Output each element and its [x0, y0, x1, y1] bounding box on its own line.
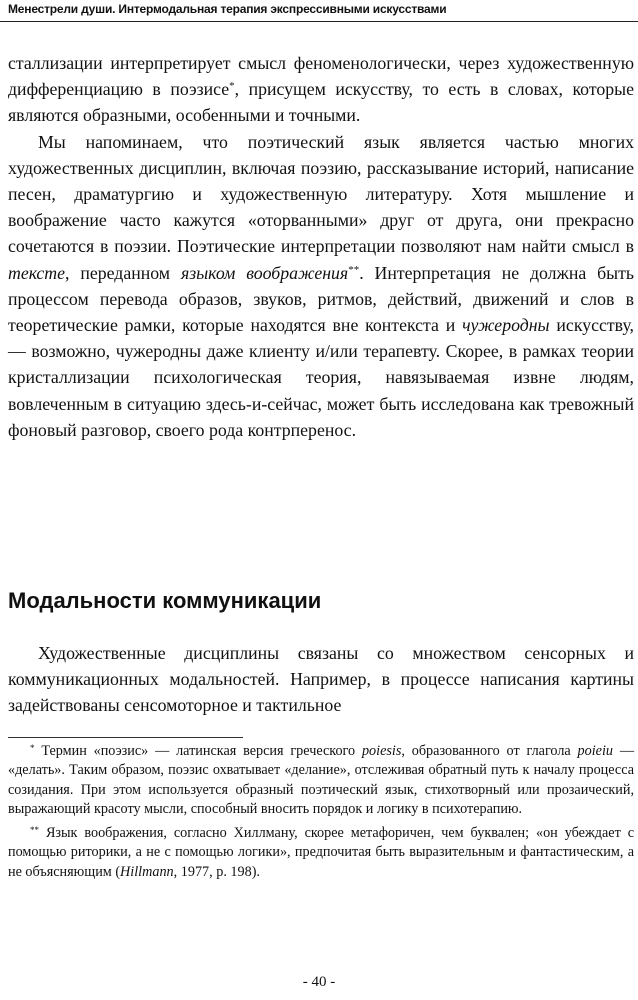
p2-text-3: . Интерпретация не должна быть процессом перевода образов, звуков, ритмов, действий, движений и слов в теоретические рамки, которые находятся вне контекста и: [8, 262, 635, 336]
footnote-marker-2: **: [348, 263, 360, 276]
footnote-rule: [8, 737, 243, 738]
running-head: Менестрели души. Интермодальная терапия экспрессивными искусствами: [8, 2, 447, 16]
p2-italic-1: тексте: [8, 262, 65, 283]
section-body: [8, 640, 634, 719]
p2-text-2: , переданном: [65, 262, 181, 283]
fn2-text-1: Язык воображения, согласно Хиллману, скорее метафоричен, чем буквален; «он убеждает с помощью риторики, а не с помощью логики», предпочитая быть выразительным и фантастическим, а не объясняющим (: [8, 825, 634, 880]
p2-italic-3: чужеродны: [462, 315, 550, 336]
fn1-text-1: Термин «поэзис» — латинская версия греческого: [34, 743, 362, 759]
footnote-1-marker: *: [30, 743, 35, 753]
section-paragraph: Художественные дисциплины связаны со множеством сенсорных и коммуникационных модальностей. Например, в процессе написания картины задействованы сенсомоторное и тактильное: [8, 643, 634, 716]
p1-text-2: , присущем искусству, то есть в словах, которые являются образными, особенными и точными.: [8, 79, 634, 126]
p2-text-1: Мы напоминаем, что поэтический язык является частью многих художественных дисциплин, включая поэзию, рассказывание историй, написание песен, драматургию и художественную литературу. Хотя мышление и воображение часто кажутся «оторванными» друг от друга, они прекрасно сочетаются в поэзии. Поэтические интерпретации позволяют нам найти смысл в: [8, 131, 634, 257]
fn2-italic-1: Hillmann: [120, 863, 174, 880]
fn1-text-2: , образованного от глагола: [401, 743, 578, 759]
paragraph-2: [8, 129, 634, 443]
p1-text-1: сталлизации интерпретирует смысл феноменологически, через художественную дифференциацию в поэзисе: [8, 53, 634, 100]
footnote-2: [8, 824, 634, 882]
body-text: [8, 50, 634, 443]
paragraph-1: [8, 50, 634, 129]
p2-text-4: искусству, — возможно, чужеродны даже клиенту и/или терапевту. Скорее, в рамках теории кристаллизации психологическая теория, навязываемая извне людям, вовлеченным в ситуацию здесь-и-сейчас, может быть исследована как тревожный фоновый разговор, своего рода контрперенос.: [8, 315, 635, 440]
section-heading: Модальности коммуникации: [8, 588, 322, 613]
fn1-italic-2: poieiu: [577, 743, 613, 759]
fn1-text-3: — «делать». Таким образом, поэзис охватывает «делание», отслеживая обратный путь к началу процесса созидания. При этом используется образный поэтический язык, стихотворный или прозаический, выражающий красоту мысли, способный вносить порядок и логику в психотерапию.: [8, 743, 635, 817]
p2-italic-2: языком воображения: [180, 262, 349, 283]
footnote-marker-1: *: [229, 80, 235, 93]
footnotes: [8, 742, 634, 882]
fn1-italic-1: poiesis: [361, 743, 402, 759]
header-rule: [0, 21, 638, 22]
footnote-1: [8, 742, 634, 819]
page-number: - 40 -: [302, 974, 336, 990]
footnote-2-marker: **: [30, 825, 39, 836]
fn2-text-2: , 1977, p. 198).: [173, 863, 260, 880]
